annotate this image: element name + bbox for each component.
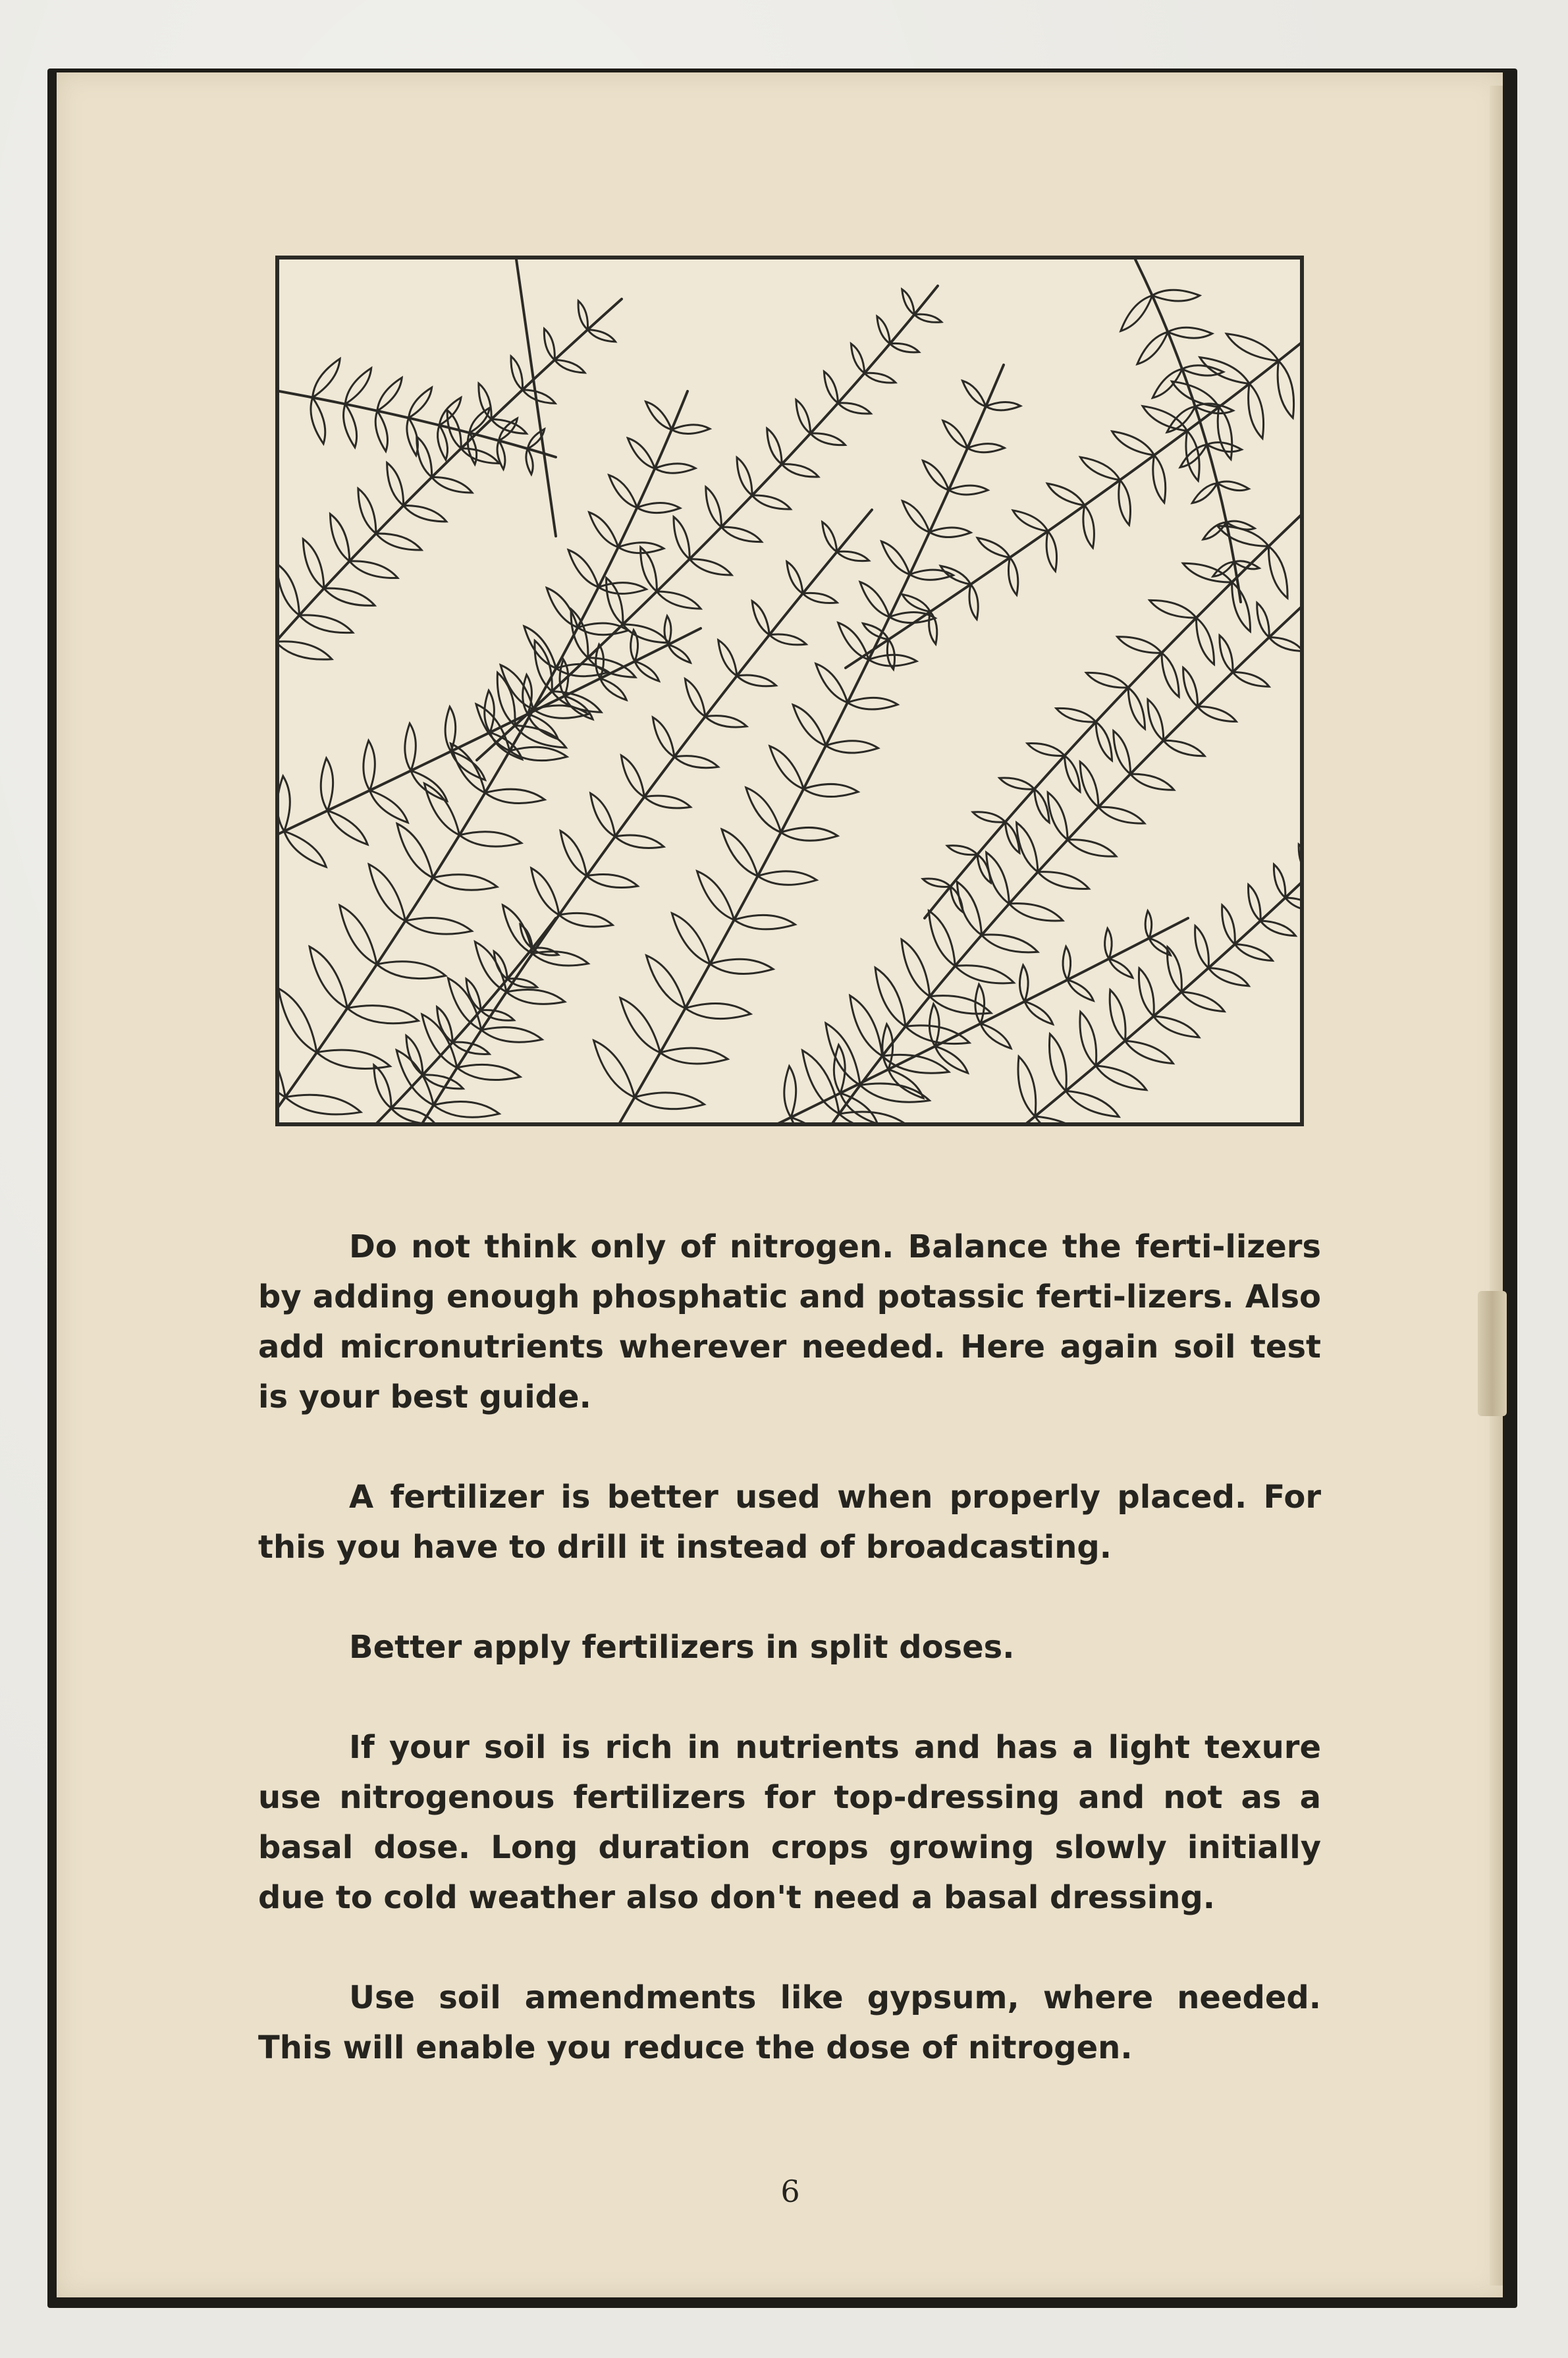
paragraph-top-dressing: If your soil is rich in nutrients and has a light texure use nitrogenous fertilizers for top-dressing and not as a basal dose. Long duration crops growing slowly initially due to cold weather also don't need a basal dressing. [258, 1729, 1321, 1916]
paragraph-soil-amendments: Use soil amendments like gypsum, where needed. This will enable you reduce the dose of nitrogen. [258, 1979, 1321, 2066]
paragraph-balance-fertilizers: Do not think only of nitrogen. Balance the ferti-lizers by adding enough phosphatic and potassic ferti-lizers. Also add micronutrients wherever needed. Here again soil test is your best guide. [258, 1228, 1321, 1415]
binding-staple [1478, 1291, 1507, 1416]
page-number: 6 [780, 2174, 800, 2209]
page-edge [1490, 86, 1503, 2286]
paragraph-fertilizer-placement: A fertilizer is better used when properly placed. For this you have to drill it instead of broadcasting. [258, 1479, 1321, 1566]
paragraph-split-doses: Better apply fertilizers in split doses. [349, 1629, 1015, 1666]
fern-illustration [275, 256, 1304, 1126]
fern-leaves-icon [279, 260, 1300, 1122]
body-text [258, 1222, 1321, 2073]
